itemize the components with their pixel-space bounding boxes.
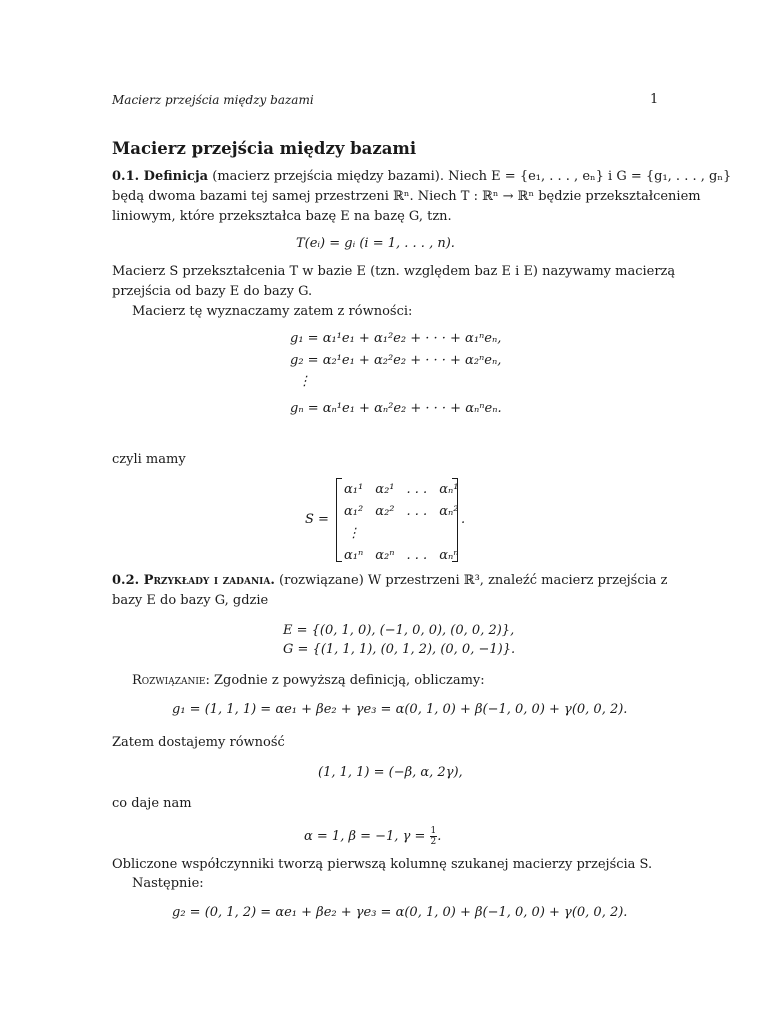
definition-line1-rest: Niech E = {e₁, . . . , eₙ} i G = {g₁, . . . , gₙ} xyxy=(448,169,732,184)
matrix-cell: α₁¹ xyxy=(344,481,364,497)
equation-g1: g₁ = (1, 1, 1) = αe₁ + βe₂ + γe₃ = α(0, 1, 0) + β(−1, 0, 0) + γ(0, 0, 2). xyxy=(172,702,628,717)
equation-values xyxy=(304,826,441,847)
matrix-lhs: S = xyxy=(305,512,329,527)
definition-equation: T(eᵢ) = gᵢ (i = 1, . . . , n). xyxy=(296,236,455,251)
matrix-s xyxy=(338,478,465,566)
matrix-cell: αₙ¹ xyxy=(439,481,459,497)
definition-line-3: liniowym, które przekształca bazę E na bazę G, tzn. xyxy=(112,209,452,224)
system-vdots: ⋮ xyxy=(298,374,311,389)
nastepnie-line: Następnie: xyxy=(132,876,204,891)
matrix-cell: αₙ² xyxy=(439,503,459,519)
example-line-2: bazy E do bazy G, gdzie xyxy=(112,593,269,608)
matrix-row xyxy=(338,500,465,522)
definition-after-2: przejścia od bazy E do bazy G. xyxy=(112,284,313,299)
matrix-trailing-period: . xyxy=(461,512,466,527)
matrix-right-bracket xyxy=(452,478,458,562)
running-header: Macierz przejścia między bazami xyxy=(112,93,314,107)
solution-line xyxy=(132,673,485,688)
matrix-cell: αₙⁿ xyxy=(439,547,459,563)
values-period: . xyxy=(437,829,442,844)
solution-rest: Zgodnie z powyższą definicją, obliczamy: xyxy=(214,673,485,688)
example-line1-rest: (rozwiązane) W przestrzeni ℝ³, znaleźć macierz przejścia z xyxy=(279,573,668,588)
definition-after-3: Macierz tę wyznaczamy zatem z równości: xyxy=(132,304,413,319)
czyli-mamy: czyli mamy xyxy=(112,452,186,467)
matrix-cell: ⋮ xyxy=(347,525,361,541)
matrix-cell: . . . xyxy=(406,503,428,519)
system-row-n: gₙ = αₙ¹e₁ + αₙ²e₂ + · · · + αₙⁿeₙ. xyxy=(290,401,502,416)
fraction-numerator: 1 xyxy=(430,826,437,836)
matrix-row xyxy=(338,522,465,544)
definition-after-1: Macierz S przekształcenia T w bazie E (tzn. względem baz E i E) nazywamy macierzą xyxy=(112,264,676,279)
matrix-row xyxy=(338,478,465,500)
equation-g2: g₂ = (0, 1, 2) = αe₁ + βe₂ + γe₃ = α(0, 1, 0) + β(−1, 0, 0) + γ(0, 0, 2). xyxy=(172,905,628,920)
matrix-cell: α₂¹ xyxy=(375,481,395,497)
system-row-1: g₁ = α₁¹e₁ + α₁²e₂ + · · · + α₁ⁿeₙ, xyxy=(290,331,502,346)
coefficients-line: Obliczone współczynniki tworzą pierwszą kolumnę szukanej macierzy przejścia S. xyxy=(112,857,653,872)
solution-label: Rozwiązanie: xyxy=(132,673,210,688)
example-label: 0.2. Przykłady i zadania. xyxy=(112,573,275,588)
matrix-cell: . . . xyxy=(406,481,428,497)
section-title: Macierz przejścia między bazami xyxy=(112,139,417,158)
matrix-cell: α₂² xyxy=(375,503,395,519)
zatem-line: Zatem dostajemy równość xyxy=(112,735,285,750)
matrix-cell xyxy=(433,522,464,544)
matrix-cell: α₁ⁿ xyxy=(344,547,364,563)
codaje-line: co daje nam xyxy=(112,796,192,811)
matrix-cell xyxy=(369,522,400,544)
matrix-cell: α₁² xyxy=(344,503,364,519)
system-row-2: g₂ = α₂¹e₁ + α₂²e₂ + · · · + α₂ⁿeₙ, xyxy=(290,353,502,368)
matrix-row xyxy=(338,544,465,566)
matrix-cell: α₂ⁿ xyxy=(375,547,395,563)
values-text: α = 1, β = −1, γ = xyxy=(304,829,426,844)
equation-equality: (1, 1, 1) = (−β, α, 2γ), xyxy=(318,765,463,780)
matrix-cell xyxy=(401,522,434,544)
definition-label: 0.1. Definicja xyxy=(112,169,209,184)
example-line-1 xyxy=(112,573,668,588)
definition-line-1 xyxy=(112,169,731,184)
definition-paren: (macierz przejścia między bazami). xyxy=(212,169,445,184)
fraction-denominator: 2 xyxy=(430,837,437,847)
matrix-cell: . . . xyxy=(406,547,428,563)
page-number: 1 xyxy=(650,92,659,107)
equation-E: E = {(0, 1, 0), (−1, 0, 0), (0, 0, 2)}, xyxy=(283,623,515,638)
equation-G: G = {(1, 1, 1), (0, 1, 2), (0, 0, −1)}. xyxy=(283,642,516,657)
definition-line-2: będą dwoma bazami tej samej przestrzeni ℝⁿ. Niech T : ℝⁿ → ℝⁿ będzie przekształceniem xyxy=(112,189,701,204)
